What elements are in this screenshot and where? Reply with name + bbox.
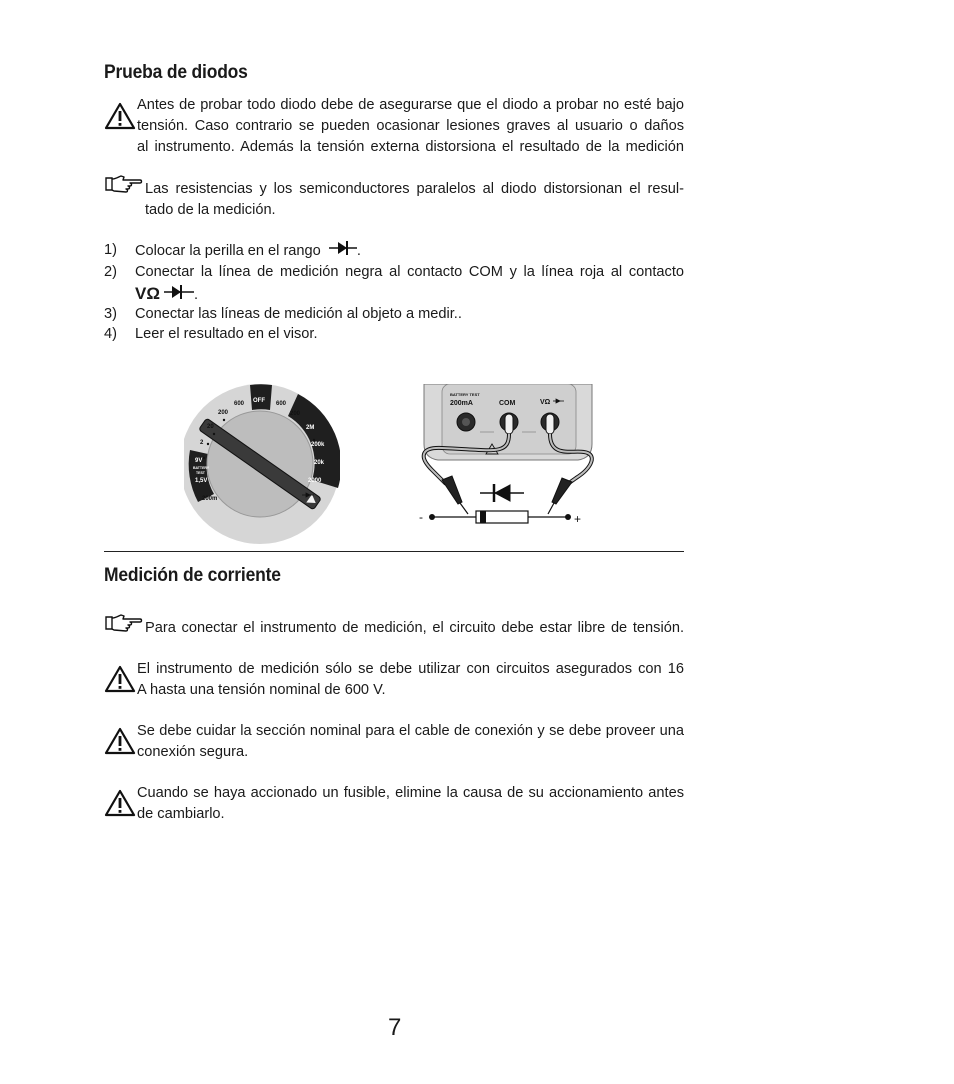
diode-symbol-icon <box>164 284 194 300</box>
text-line: tensión. Caso contrario se pueden ocasionar lesiones graves al usuario o daños <box>137 118 684 134</box>
dial-label: 2 <box>200 440 204 446</box>
battery-test-label: BATTERY TEST <box>450 392 480 397</box>
text-line: conexión segura. <box>137 744 249 760</box>
pointing-hand-icon <box>104 613 144 633</box>
dial-label: 200m <box>202 496 218 502</box>
dial-label: 600 <box>234 401 245 407</box>
dial-label: 9V <box>195 458 203 464</box>
dial-label: 200 <box>218 410 229 416</box>
dial-label: 20k <box>314 460 325 466</box>
step-text: Colocar la perilla en el rango . <box>135 240 684 262</box>
jack-label-vohm: VΩ <box>540 399 551 406</box>
meter-diode-illustration <box>412 384 602 529</box>
step-number: 3) <box>104 306 117 322</box>
warning-text-current-1 <box>137 659 684 701</box>
warning-icon <box>104 789 136 817</box>
section-divider <box>104 551 684 552</box>
text-line: de cambiarlo. <box>137 806 225 822</box>
section-heading-diode-test: Prueba de diodos <box>104 62 248 83</box>
text-line: Para conectar el instrumento de medición, el circuito debe estar libre de tensión. <box>145 620 684 636</box>
text-line: Cuando se haya accionado un fusible, elimine la causa de su accionamiento antes <box>137 785 684 801</box>
dial-label: 2000 <box>308 478 322 484</box>
text-line: A hasta una tensión nominal de 600 V. <box>137 682 386 698</box>
section-heading-current-measurement: Medición de corriente <box>104 565 281 586</box>
note-text-current <box>145 618 684 639</box>
step-number: 2) <box>104 264 117 280</box>
text-line: Se debe cuidar la sección nominal para el cable de conexión y se debe proveer una <box>137 723 684 739</box>
dial-label: 20 <box>207 424 214 430</box>
text-line: al instrumento. Además la tensión externa distorsiona el resultado de la medición <box>137 139 684 155</box>
text-line: tado de la medición. <box>145 202 276 218</box>
warning-text-current-3 <box>137 783 684 825</box>
warning-icon <box>104 102 136 130</box>
warning-icon <box>104 727 136 755</box>
dial-label: BATTERY <box>193 466 210 470</box>
dial-label: TEST <box>196 471 205 475</box>
step-number: 1) <box>104 242 117 258</box>
jack-label-com: COM <box>499 400 516 407</box>
minus-label: - <box>419 510 423 524</box>
step-number: 4) <box>104 326 117 342</box>
note-text-diode <box>145 179 684 200</box>
dial-label: 200k <box>311 442 325 448</box>
text-line: Antes de probar todo diodo debe de asegurarse que el diodo a probar no esté bajo <box>137 97 684 113</box>
dial-label: 1,5V <box>195 478 208 484</box>
warning-text-diode <box>137 95 684 158</box>
warning-text-current-2 <box>137 721 684 763</box>
jack-label-200ma: 200mA <box>450 400 473 407</box>
page-number: 7 <box>388 1014 402 1041</box>
step-text: Conectar las líneas de medición al objeto a medir.. <box>135 306 462 322</box>
vohm-symbol: VΩ <box>135 284 160 303</box>
dial-label: 600 <box>276 401 287 407</box>
step-text: Leer el resultado en el visor. <box>135 326 318 342</box>
dial-label: 200 <box>290 411 301 417</box>
step-text-content: Colocar la perilla en el rango <box>135 243 321 259</box>
text-line: Las resistencias y los semiconductores paralelos al diodo distorsionan el resul- <box>145 181 684 197</box>
step-text <box>135 262 684 306</box>
step-text-content: Conectar la línea de medición negra al contacto COM y la línea roja al contacto <box>135 264 684 280</box>
warning-icon <box>104 665 136 693</box>
dial-label: OFF <box>253 398 265 404</box>
vohm-diode-symbol: VΩ . <box>135 284 199 303</box>
pointing-hand-icon <box>104 174 144 194</box>
dial-label: 2M <box>306 425 315 431</box>
rotary-dial-illustration <box>180 380 340 545</box>
note-text-diode-cont <box>145 200 684 221</box>
diode-symbol-icon <box>329 240 357 256</box>
text-line: El instrumento de medición sólo se debe utilizar con circuitos asegurados con 16 <box>137 661 684 677</box>
plus-label: + <box>574 512 582 526</box>
